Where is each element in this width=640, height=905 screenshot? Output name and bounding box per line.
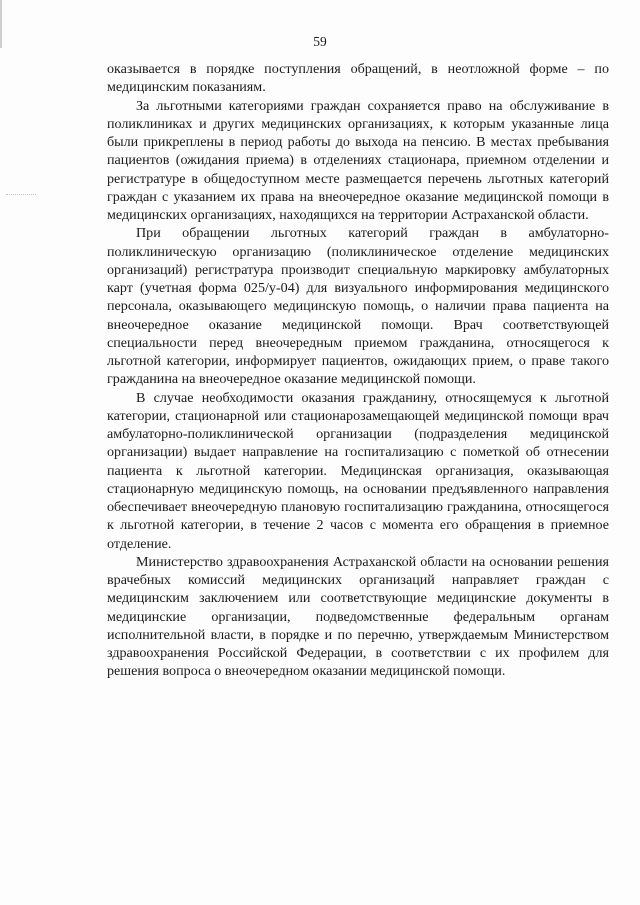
paragraph-5: Министерство здравоохранения Астраханской области на основании решения врачебных комиссий медицинских организаций направляет граждан с медицинским заключением или соответствующие медицинские документы в медицинские организации, подведомственные федеральным органам исполнительной власти, в порядке и по перечню, утверждаемым Министерством здравоохранения Российской Федерации, в соответствии с их профилем для решения вопроса о внеочередном оказании медицинской помощи. [107,553,609,680]
scan-artifact [6,194,36,197]
paragraph-3: При обращении льготных категорий граждан в амбулаторно-поликлиническую организацию (поликлиническое отделение медицинских организаций) регистратура производит специальную маркировку амбулаторных карт (учетная форма 025/у-04) для визуального информирования медицинского персонала, оказывающего медицинскую помощь, о наличии права пациента на внеочередное оказание медицинской помощи. Врач соответствующей специальности перед внеочередным приемом гражданина, относящегося к льготной категории, информирует пациентов, ожидающих прием, о праве такого гражданина на внеочередное оказание медицинской помощи. [107,225,609,388]
paragraph-1: оказывается в порядке поступления обращений, в неотложной форме – по медицинским показаниям. [107,61,609,96]
page-number: 59 [313,34,327,49]
paragraph-4: В случае необходимости оказания гражданину, относящемуся к льготной категории, стационарной или стационарозамещающей медицинской помощи врач амбулаторно-поликлинической организации (подразделения медицинской организации) выдает направление на госпитализацию с пометкой об отнесении пациента к льготной категории. Медицинская организация, оказывающая стационарную медицинскую помощь, на основании предъявленного направления обеспечивает внеочередную плановую госпитализацию гражданина, относящегося к льготной категории, в течение 2 часов с момента его обращения в приемное отделение. [107,389,609,552]
document-body [107,60,609,681]
paragraph-2: За льготными категориями граждан сохраняется право на обслуживание в поликлиниках и других медицинских организациях, к которым указанные лица были прикреплены в период работы до выхода на пенсию. В местах пребывания пациентов (ожидания приема) в отделениях стационара, приемном отделении и регистратуре в общедоступном месте размещается перечень льготных категорий граждан с указанием их права на внеочередное оказание медицинской помощи в медицинских организациях, находящихся на территории Астраханской области. [107,97,609,223]
